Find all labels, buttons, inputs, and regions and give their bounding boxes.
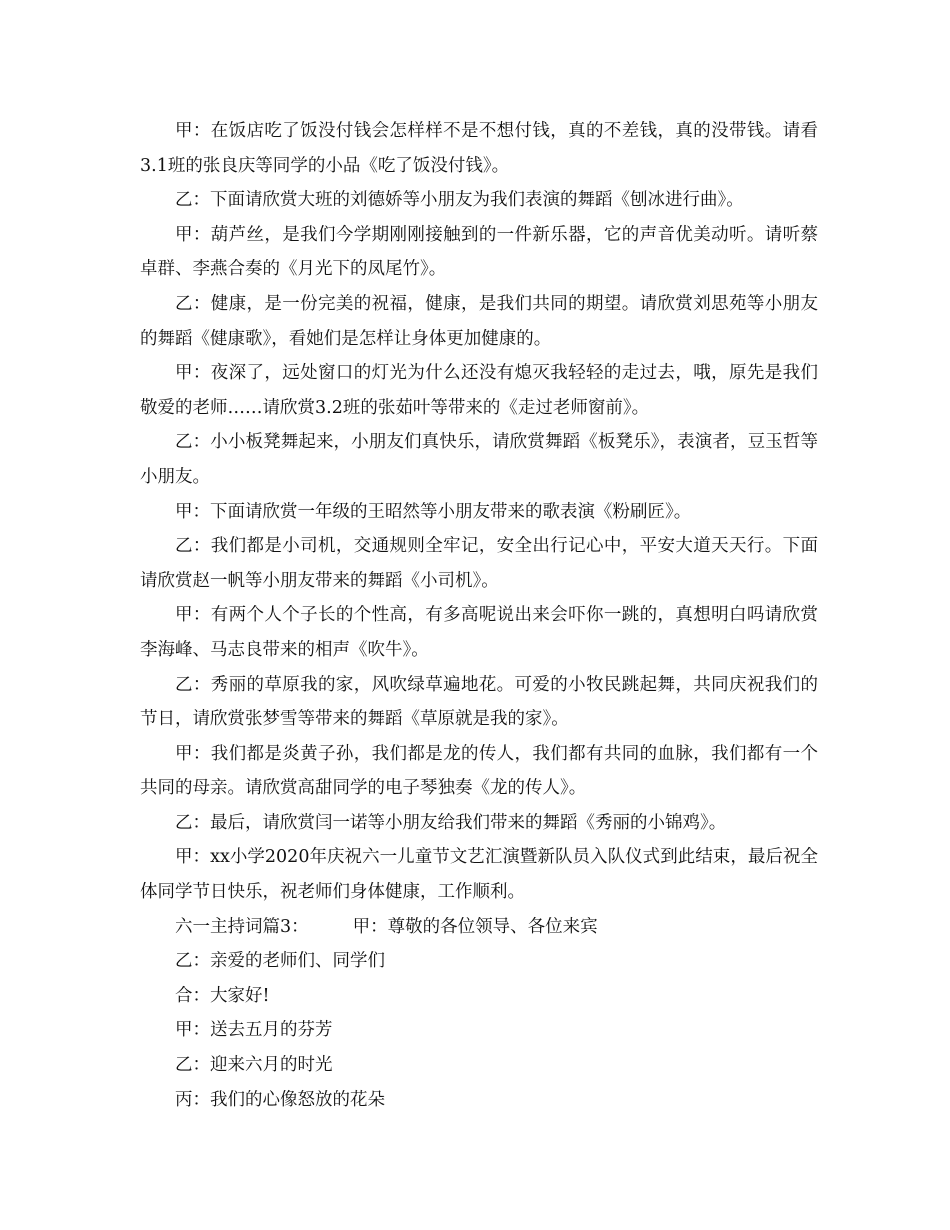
paragraph-10: 乙：秀丽的草原我的家，风吹绿草遍地花。可爱的小牧民跳起舞，共同庆祝我们的节日，请欣赏张梦雪等带来的舞蹈《草原就是我的家》。	[140, 674, 818, 730]
paragraph-8: 乙：我们都是小司机，交通规则全牢记，安全出行记心中，平安大道天天行。下面请欣赏赵一帆等小朋友带来的舞蹈《小司机》。	[140, 536, 818, 591]
paragraph-1: 甲：在饭店吃了饭没付钱会怎样样不是不想付钱，真的不差钱，真的没带钱。请看3.1班的张良庆等同学的小品《吃了饭没付钱》。	[140, 121, 818, 176]
dialogue-line-4: 乙：迎来六月的时光	[175, 1055, 333, 1076]
dialogue-line-3: 甲：送去五月的芬芳	[175, 1020, 333, 1041]
paragraph-4: 乙：健康，是一份完美的祝福，健康，是我们共同的期望。请欣赏刘思苑等小朋友的舞蹈《健康歌》，看她们是怎样让身体更加健康的。	[140, 293, 818, 349]
paragraph-3: 甲：葫芦丝，是我们今学期刚刚接触到的一件新乐器，它的声音优美动听。请听蔡卓群、李燕合奏的《月光下的凤尾竹》。	[140, 224, 818, 280]
paragraph-6: 乙：小小板凳舞起来，小朋友们真快乐，请欣赏舞蹈《板凳乐》，表演者，豆玉哲等小朋友。	[140, 432, 818, 487]
dialogue-line-1: 乙：亲爱的老师们、同学们	[175, 951, 385, 972]
section-heading-line	[140, 910, 818, 945]
paragraph-2: 乙：下面请欣赏大班的刘德娇等小朋友为我们表演的舞蹈《刨冰进行曲》。	[175, 190, 744, 211]
paragraph-5: 甲：夜深了，远处窗口的灯光为什么还没有熄灭我轻轻的走过去，哦，原先是我们敬爱的老师……请欣赏3.2班的张茹叶等带来的《走过老师窗前》。	[140, 363, 818, 418]
paragraph-13: 甲：xx小学2020年庆祝六一儿童节文艺汇演暨新队员入队仪式到此结束，最后祝全体同学节日快乐，祝老师们身体健康，工作顺利。	[140, 847, 818, 903]
section-first-line: 甲：尊敬的各位领导、各位来宾	[352, 916, 598, 937]
section-title: 六一主持词篇3：	[175, 916, 309, 937]
paragraph-7: 甲：下面请欣赏一年级的王昭然等小朋友带来的歌表演《粉刷匠》。	[175, 501, 692, 522]
dialogue-line-2: 合：大家好!	[175, 985, 270, 1006]
paragraph-9: 甲：有两个人个子长的个性高，有多高呢说出来会吓你一跳的，真想明白吗请欣赏李海峰、马志良带来的相声《吹牛》。	[140, 605, 818, 660]
document-body	[140, 114, 818, 1117]
dialogue-line-5: 丙：我们的心像怒放的花朵	[175, 1089, 385, 1110]
paragraph-11: 甲：我们都是炎黄子孙，我们都是龙的传人，我们都有共同的血脉，我们都有一个共同的母亲。请欣赏高甜同学的电子琴独奏《龙的传人》。	[140, 743, 818, 799]
paragraph-12: 乙：最后，请欣赏闫一诺等小朋友给我们带来的舞蹈《秀丽的小锦鸡》。	[175, 812, 727, 833]
